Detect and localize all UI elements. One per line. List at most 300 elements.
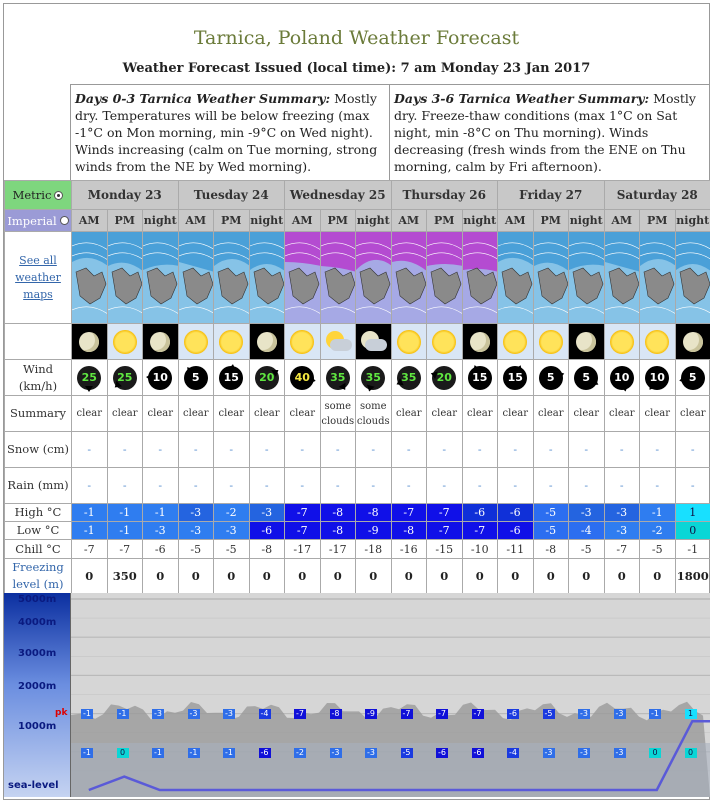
peak-marker: pk xyxy=(55,708,68,718)
weather-icon-cell xyxy=(639,323,675,359)
metric-radio[interactable] xyxy=(54,191,63,200)
wind-speed: 10 xyxy=(152,371,168,384)
chill-cell: -5 xyxy=(178,539,214,558)
chill-cell: -17 xyxy=(284,539,320,558)
sun-icon xyxy=(397,330,421,354)
day-header: Saturday 28 xyxy=(604,180,711,209)
wind-arrow-icon xyxy=(503,366,527,390)
moon-icon xyxy=(576,332,596,352)
sun-icon xyxy=(219,330,243,354)
summary-cell: clear xyxy=(604,395,640,431)
rain-cell: - xyxy=(107,467,143,503)
period-header: PM xyxy=(320,209,356,231)
rain-cell: - xyxy=(604,467,640,503)
weather-icon-cell xyxy=(391,323,427,359)
rain-cell: - xyxy=(533,467,569,503)
low-valley-chip: -1 xyxy=(223,748,235,758)
wind-speed: 15 xyxy=(472,371,488,384)
chill-cell: -7 xyxy=(71,539,107,558)
alt-label-1000: 1000m xyxy=(18,721,57,732)
rain-cell: - xyxy=(178,467,214,503)
issued-time: Weather Forecast Issued (local time): 7 am Monday 23 Jan 2017 xyxy=(122,61,591,76)
summary-cell: clear xyxy=(533,395,569,431)
wind-speed: 5 xyxy=(546,371,555,384)
snow-label: Snow (cm) xyxy=(4,431,71,467)
alt-label-4000: 4000m xyxy=(18,617,57,628)
rain-cell: - xyxy=(462,467,498,503)
low-temp-cell: -4 xyxy=(568,521,604,539)
snow-cell: - xyxy=(178,431,214,467)
low-temp-cell: -2 xyxy=(639,521,675,539)
weather-map-thumbnail[interactable] xyxy=(107,231,143,323)
weather-map-thumbnail[interactable] xyxy=(391,231,427,323)
wind-label: Wind (km/h) xyxy=(4,359,71,395)
weather-map-thumbnail[interactable] xyxy=(568,231,604,323)
wind-arrow-icon xyxy=(184,366,208,390)
summary-heading: Days 0-3 Tarnica Weather Summary: xyxy=(75,91,331,106)
chill-cell: -8 xyxy=(249,539,285,558)
wind-speed: 5 xyxy=(191,371,200,384)
low-temp-cell: -6 xyxy=(497,521,533,539)
low-temp-cell: -9 xyxy=(355,521,391,539)
snow-cell: - xyxy=(568,431,604,467)
rain-cell: - xyxy=(249,467,285,503)
sun-cloud-icon xyxy=(324,331,352,353)
high-temp-cell: -3 xyxy=(604,503,640,521)
rain-cell: - xyxy=(391,467,427,503)
freezing-level-cell: 0 xyxy=(426,558,462,593)
weather-icon-cell xyxy=(213,323,249,359)
wind-cell xyxy=(213,359,249,395)
weather-map-thumbnail[interactable] xyxy=(284,231,320,323)
wind-arrow-icon xyxy=(681,366,705,390)
freezing-level-chart xyxy=(71,593,710,797)
chill-cell: -16 xyxy=(391,539,427,558)
alt-label-sea-level: sea-level xyxy=(8,780,59,791)
map-graphic xyxy=(321,232,356,323)
low-valley-chip: -1 xyxy=(188,748,200,758)
sun-icon xyxy=(113,330,137,354)
high-label: High °C xyxy=(4,503,71,521)
page-title: Tarnica, Poland Weather Forecast xyxy=(193,27,520,49)
low-temp-cell: 0 xyxy=(675,521,711,539)
wind-arrow-icon xyxy=(645,366,669,390)
period-header: PM xyxy=(533,209,569,231)
weather-icon-cell xyxy=(249,323,285,359)
chill-cell: -7 xyxy=(604,539,640,558)
summary-text: Mostly dry. Freeze-thaw conditions (max 1°C on Sat night, min -8°C on Thu morning). Winds decreasing (fresh winds from the ENE on Thu morning, calm by Fri afternoon). xyxy=(394,91,696,174)
wind-cell xyxy=(355,359,391,395)
freezing-level-cell: 1800 xyxy=(675,558,711,593)
moon-icon xyxy=(257,332,277,352)
icon-row-label xyxy=(4,323,71,359)
wind-arrow-icon xyxy=(255,366,279,390)
sun-icon xyxy=(645,330,669,354)
high-peak-chip: -9 xyxy=(365,709,377,719)
weather-map-thumbnail[interactable] xyxy=(320,231,356,323)
weather-map-thumbnail[interactable] xyxy=(675,231,711,323)
period-header: AM xyxy=(71,209,107,231)
summary-cell: clear xyxy=(71,395,107,431)
high-peak-chip: -1 xyxy=(117,709,129,719)
high-temp-cell: -3 xyxy=(178,503,214,521)
low-valley-chip: -1 xyxy=(81,748,93,758)
period-header: night xyxy=(675,209,711,231)
low-valley-chip: -6 xyxy=(472,748,484,758)
low-valley-chip: -5 xyxy=(401,748,413,758)
weather-icon-cell xyxy=(320,323,356,359)
high-temp-cell: -5 xyxy=(533,503,569,521)
freezing-level-cell: 0 xyxy=(213,558,249,593)
map-graphic xyxy=(392,232,427,323)
summary-label: Summary xyxy=(4,395,71,431)
weather-icon-cell xyxy=(604,323,640,359)
period-header: night xyxy=(568,209,604,231)
high-temp-cell: -6 xyxy=(497,503,533,521)
snow-cell: - xyxy=(107,431,143,467)
high-peak-chip: -7 xyxy=(472,709,484,719)
weather-map-thumbnail[interactable] xyxy=(213,231,249,323)
map-graphic xyxy=(676,232,711,323)
weather-map-thumbnail[interactable] xyxy=(249,231,285,323)
summary-cell: clear xyxy=(249,395,285,431)
summary-cell: clear xyxy=(213,395,249,431)
summary-cell: clear xyxy=(284,395,320,431)
wind-arrow-icon xyxy=(432,366,456,390)
high-peak-chip: -3 xyxy=(578,709,590,719)
map-graphic xyxy=(214,232,249,323)
low-valley-chip: -6 xyxy=(436,748,448,758)
high-temp-cell: -1 xyxy=(639,503,675,521)
wind-arrow-icon xyxy=(539,366,563,390)
wind-speed: 20 xyxy=(259,371,275,384)
high-temp-cell: -8 xyxy=(355,503,391,521)
snow-cell: - xyxy=(639,431,675,467)
high-temp-cell: -1 xyxy=(71,503,107,521)
low-valley-chip: -3 xyxy=(578,748,590,758)
wind-speed: 10 xyxy=(614,371,630,384)
high-temp-cell: -3 xyxy=(249,503,285,521)
chill-cell: -18 xyxy=(355,539,391,558)
day-header: Monday 23 xyxy=(71,180,178,209)
wind-cell xyxy=(426,359,462,395)
weather-icon-cell xyxy=(355,323,391,359)
high-temp-cell: -1 xyxy=(107,503,143,521)
imperial-toggle[interactable] xyxy=(4,209,71,231)
map-graphic xyxy=(356,232,391,323)
freezing-level-cell: 350 xyxy=(107,558,143,593)
snow-cell: - xyxy=(320,431,356,467)
weather-map-thumbnail[interactable] xyxy=(355,231,391,323)
snow-cell: - xyxy=(391,431,427,467)
wind-arrow-icon xyxy=(468,366,492,390)
low-temp-cell: -6 xyxy=(249,521,285,539)
high-peak-chip: -3 xyxy=(614,709,626,719)
wind-speed: 20 xyxy=(436,371,452,384)
wind-speed: 15 xyxy=(223,371,239,384)
alt-label-3000: 3000m xyxy=(18,648,57,659)
wind-speed: 15 xyxy=(507,371,523,384)
summary-cell: some clouds xyxy=(320,395,356,431)
summary-cell: clear xyxy=(568,395,604,431)
wind-cell xyxy=(462,359,498,395)
freezing-level-label: Freezing level (m) xyxy=(4,558,71,593)
map-graphic xyxy=(463,232,498,323)
freezing-level-cell: 0 xyxy=(391,558,427,593)
low-valley-chip: -1 xyxy=(152,748,164,758)
rain-cell: - xyxy=(568,467,604,503)
summary-cell: clear xyxy=(426,395,462,431)
day-header: Wednesday 25 xyxy=(284,180,391,209)
low-temp-cell: -8 xyxy=(320,521,356,539)
summary-cell: clear xyxy=(639,395,675,431)
metric-toggle[interactable] xyxy=(4,180,71,209)
high-peak-chip: -6 xyxy=(507,709,519,719)
rain-cell: - xyxy=(142,467,178,503)
weather-map-thumbnail[interactable] xyxy=(142,231,178,323)
freezing-level-cell: 0 xyxy=(568,558,604,593)
wind-cell xyxy=(675,359,711,395)
weather-map-thumbnail[interactable] xyxy=(178,231,214,323)
wind-cell xyxy=(639,359,675,395)
snow-cell: - xyxy=(675,431,711,467)
freezing-level-cell: 0 xyxy=(284,558,320,593)
high-peak-chip: -8 xyxy=(330,709,342,719)
chill-cell: -5 xyxy=(568,539,604,558)
wind-arrow-icon xyxy=(148,366,172,390)
high-temp-cell: -6 xyxy=(462,503,498,521)
day-header: Friday 27 xyxy=(497,180,604,209)
low-temp-cell: -3 xyxy=(142,521,178,539)
rain-label: Rain (mm) xyxy=(4,467,71,503)
chill-cell: -7 xyxy=(107,539,143,558)
wind-cell xyxy=(284,359,320,395)
low-temp-cell: -5 xyxy=(533,521,569,539)
period-header: night xyxy=(462,209,498,231)
period-header: night xyxy=(142,209,178,231)
low-label: Low °C xyxy=(4,521,71,539)
chill-cell: -17 xyxy=(320,539,356,558)
high-temp-cell: -8 xyxy=(320,503,356,521)
sun-icon xyxy=(432,330,456,354)
period-header: AM xyxy=(284,209,320,231)
summary-cell: clear xyxy=(675,395,711,431)
snow-cell: - xyxy=(284,431,320,467)
weather-map-thumbnail[interactable] xyxy=(426,231,462,323)
high-peak-chip: -1 xyxy=(81,709,93,719)
wind-speed: 25 xyxy=(81,371,97,384)
weather-map-thumbnail[interactable] xyxy=(639,231,675,323)
chill-cell: -10 xyxy=(462,539,498,558)
snow-cell: - xyxy=(604,431,640,467)
moon-icon xyxy=(683,332,703,352)
chill-cell: -5 xyxy=(213,539,249,558)
rain-cell: - xyxy=(71,467,107,503)
summary-cell: clear xyxy=(178,395,214,431)
wind-arrow-icon xyxy=(77,366,101,390)
chill-cell: -11 xyxy=(497,539,533,558)
weather-icon-cell xyxy=(178,323,214,359)
weather-icon-cell xyxy=(142,323,178,359)
period-header: night xyxy=(355,209,391,231)
weather-map-thumbnail[interactable] xyxy=(533,231,569,323)
low-temp-cell: -7 xyxy=(426,521,462,539)
weather-icon-cell xyxy=(284,323,320,359)
rain-cell: - xyxy=(426,467,462,503)
low-temp-cell: -3 xyxy=(604,521,640,539)
rain-cell: - xyxy=(639,467,675,503)
snow-cell: - xyxy=(497,431,533,467)
high-peak-chip: -3 xyxy=(223,709,235,719)
period-header: night xyxy=(249,209,285,231)
period-header: PM xyxy=(213,209,249,231)
low-temp-cell: -1 xyxy=(107,521,143,539)
freezing-level-cell: 0 xyxy=(178,558,214,593)
period-header: PM xyxy=(107,209,143,231)
high-temp-cell: -1 xyxy=(142,503,178,521)
low-valley-chip: -3 xyxy=(330,748,342,758)
high-peak-chip: -5 xyxy=(543,709,555,719)
moon-cloud-icon xyxy=(359,331,387,353)
low-temp-cell: -3 xyxy=(178,521,214,539)
freezing-level-cell: 0 xyxy=(639,558,675,593)
freezing-level-cell: 0 xyxy=(604,558,640,593)
high-temp-cell: -2 xyxy=(213,503,249,521)
high-temp-cell: -3 xyxy=(568,503,604,521)
wind-arrow-icon xyxy=(361,366,385,390)
high-peak-chip: -7 xyxy=(294,709,306,719)
high-peak-chip: -4 xyxy=(259,709,271,719)
map-graphic xyxy=(605,232,640,323)
weather-map-thumbnail[interactable] xyxy=(497,231,533,323)
summary-days-0-3 xyxy=(70,84,389,180)
sun-icon xyxy=(503,330,527,354)
low-temp-cell: -7 xyxy=(462,521,498,539)
rain-cell: - xyxy=(497,467,533,503)
low-valley-chip: 0 xyxy=(117,748,129,758)
moon-icon xyxy=(79,332,99,352)
weather-icon-cell xyxy=(426,323,462,359)
low-valley-chip: -4 xyxy=(507,748,519,758)
low-temp-cell: -8 xyxy=(391,521,427,539)
chill-cell: -5 xyxy=(639,539,675,558)
wind-cell xyxy=(497,359,533,395)
summary-days-3-6 xyxy=(389,84,710,180)
wind-arrow-icon xyxy=(610,366,634,390)
metric-label: Metric xyxy=(12,188,52,202)
wind-speed: 35 xyxy=(330,371,346,384)
low-valley-chip: -3 xyxy=(614,748,626,758)
wind-speed: 35 xyxy=(401,371,417,384)
map-graphic xyxy=(569,232,604,323)
weather-map-thumbnail[interactable] xyxy=(71,231,107,323)
summary-cell: clear xyxy=(462,395,498,431)
period-header: PM xyxy=(639,209,675,231)
rain-cell: - xyxy=(284,467,320,503)
summary-cell: some clouds xyxy=(355,395,391,431)
freezing-level-cell: 0 xyxy=(497,558,533,593)
freezing-level-cell: 0 xyxy=(533,558,569,593)
low-temp-cell: -1 xyxy=(71,521,107,539)
day-header: Tuesday 24 xyxy=(178,180,285,209)
high-peak-chip: 1 xyxy=(685,709,697,719)
freezing-level-cell: 0 xyxy=(142,558,178,593)
weather-icon-cell xyxy=(497,323,533,359)
sun-icon xyxy=(539,330,563,354)
wind-arrow-icon xyxy=(113,366,137,390)
weather-map-thumbnail[interactable] xyxy=(462,231,498,323)
moon-icon xyxy=(150,332,170,352)
wind-cell xyxy=(533,359,569,395)
map-graphic xyxy=(534,232,569,323)
wind-cell xyxy=(142,359,178,395)
summary-text: Mostly dry. Temperatures will be below freezing (max -1°C on Mon morning, min -9°C on Wed night). Winds increasing (calm on Tue morning, strong winds from the NE by Wed morning). xyxy=(75,91,378,174)
rain-cell: - xyxy=(355,467,391,503)
map-graphic xyxy=(250,232,285,323)
weather-icon-cell xyxy=(462,323,498,359)
weather-icon-cell xyxy=(107,323,143,359)
wind-cell xyxy=(249,359,285,395)
summary-cell: clear xyxy=(107,395,143,431)
low-valley-chip: -3 xyxy=(543,748,555,758)
alt-label-2000: 2000m xyxy=(18,681,57,692)
summary-heading: Days 3-6 Tarnica Weather Summary: xyxy=(394,91,650,106)
rain-cell: - xyxy=(675,467,711,503)
high-peak-chip: -1 xyxy=(649,709,661,719)
rain-cell: - xyxy=(320,467,356,503)
high-temp-cell: -7 xyxy=(391,503,427,521)
chill-label: Chill °C xyxy=(4,539,71,558)
wind-speed: 40 xyxy=(294,371,310,384)
rain-cell: - xyxy=(213,467,249,503)
wind-cell xyxy=(320,359,356,395)
high-peak-chip: -3 xyxy=(152,709,164,719)
chill-cell: -6 xyxy=(142,539,178,558)
weather-icon-cell xyxy=(568,323,604,359)
weather-map-thumbnail[interactable] xyxy=(604,231,640,323)
low-valley-chip: 0 xyxy=(685,748,697,758)
wind-cell xyxy=(178,359,214,395)
weather-icon-cell xyxy=(71,323,107,359)
snow-cell: - xyxy=(249,431,285,467)
low-valley-chip: -2 xyxy=(294,748,306,758)
summary-cell: clear xyxy=(142,395,178,431)
wind-speed: 25 xyxy=(117,371,133,384)
period-header: AM xyxy=(497,209,533,231)
alt-label-5000: 5000m xyxy=(18,594,57,605)
forecast-header xyxy=(4,4,709,84)
wind-speed: 10 xyxy=(649,371,665,384)
see-all-weather-maps-link[interactable]: See all weather maps xyxy=(15,254,61,301)
sun-icon xyxy=(184,330,208,354)
chill-cell: -15 xyxy=(426,539,462,558)
map-graphic xyxy=(498,232,533,323)
wind-speed: 35 xyxy=(365,371,381,384)
map-graphic xyxy=(143,232,178,323)
low-valley-chip: -3 xyxy=(365,748,377,758)
wind-cell xyxy=(604,359,640,395)
weather-icon-cell xyxy=(533,323,569,359)
chart-svg xyxy=(71,593,710,797)
high-temp-cell: -7 xyxy=(426,503,462,521)
chill-cell: -8 xyxy=(533,539,569,558)
imperial-radio[interactable] xyxy=(60,216,69,225)
map-graphic xyxy=(179,232,214,323)
snow-cell: - xyxy=(355,431,391,467)
snow-cell: - xyxy=(533,431,569,467)
freezing-level-cell: 0 xyxy=(71,558,107,593)
sun-icon xyxy=(610,330,634,354)
